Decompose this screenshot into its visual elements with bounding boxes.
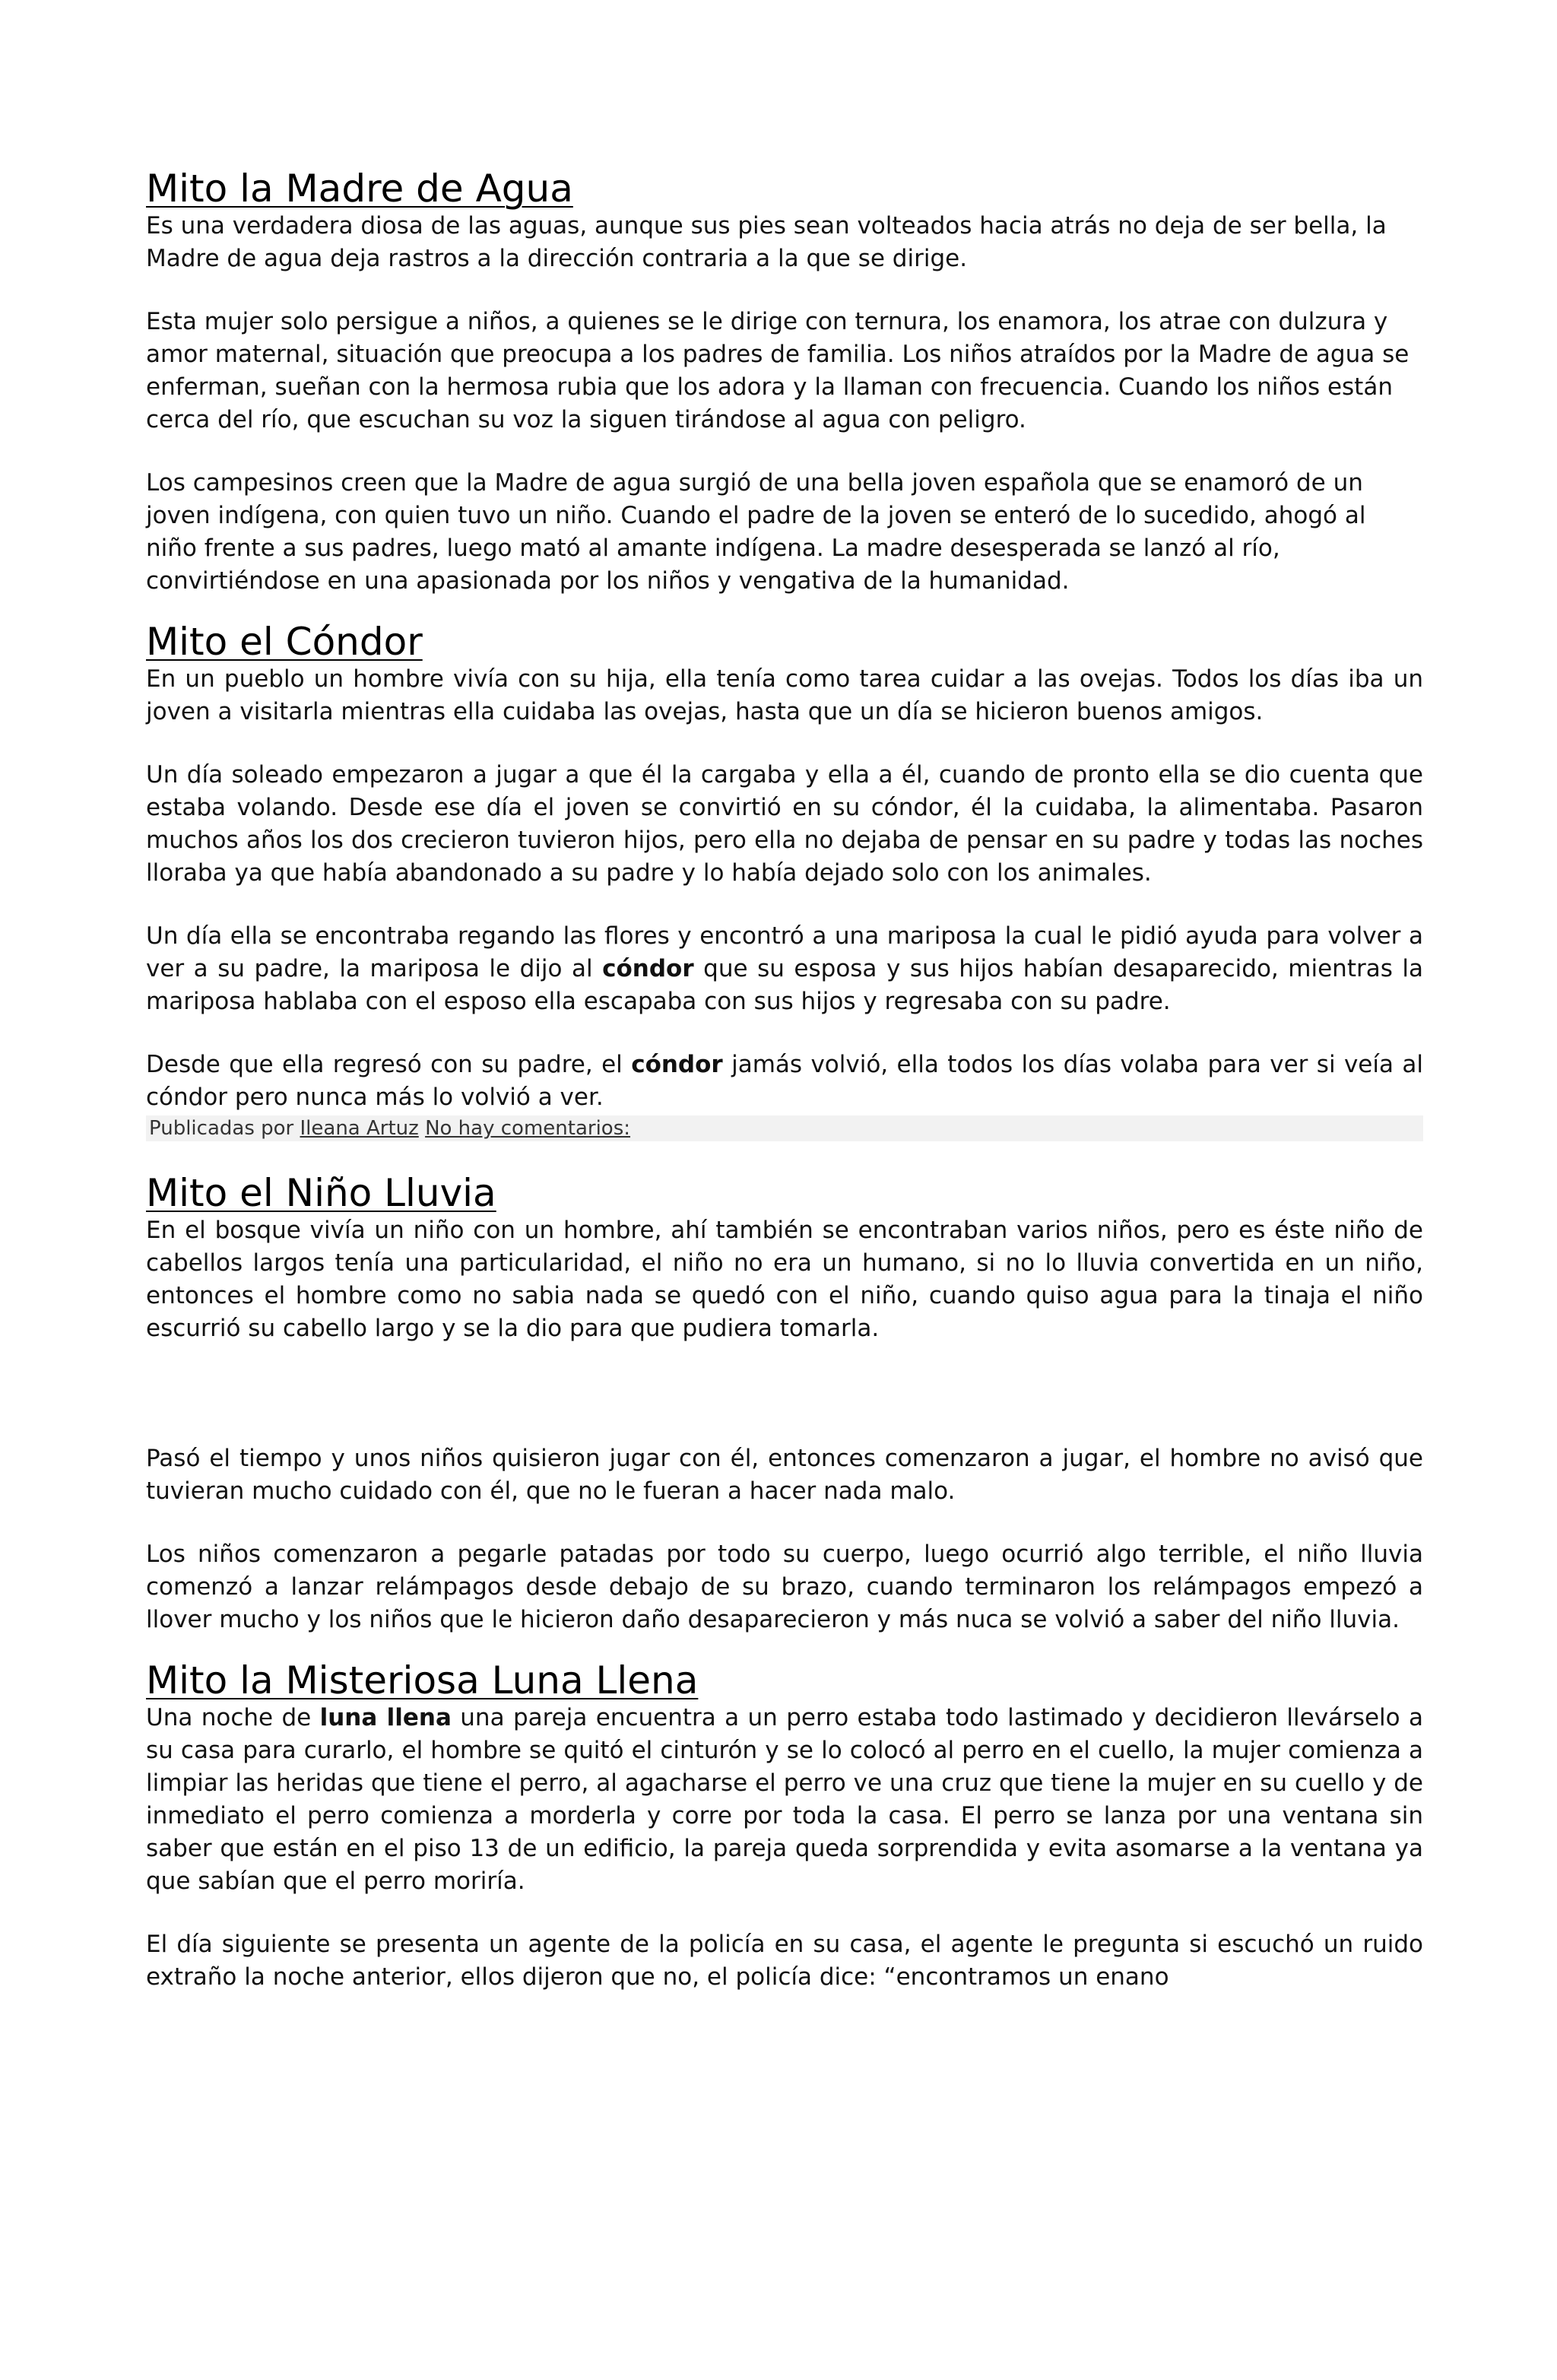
bold-text: luna llena [319, 1704, 452, 1731]
paragraph: En un pueblo un hombre vivía con su hija, ella tenía como tarea cuidar a las ovejas. Todos los días iba un joven a visitarla mientras ella cuidaba las ovejas, hasta que un día se hicieron buenos amigos. [146, 665, 1423, 725]
paragraph: El día siguiente se presenta un agente de la policía en su casa, el agente le pregunta si escuchó un ruido extraño la noche anterior, ellos dijeron que no, el policía dice: “encontramos un enano [146, 1931, 1423, 1991]
bold-text: cóndor [602, 955, 694, 982]
paragraph: Pasó el tiempo y unos niños quisieron jugar con él, entonces comenzaron a jugar, el hombre no avisó que tuvieran mucho cuidado con él, que no le fueran a hacer nada malo. [146, 1445, 1423, 1505]
paragraph: Un día soleado empezaron a jugar a que él la cargaba y ella a él, cuando de pronto ella se dio cuenta que estaba volando. Desde ese día el joven se convirtió en su cóndor, él la cuidaba, la alimentaba. Pasaron muchos años los dos crecieron tuvieron hijos, pero ella no dejaba de pensar en su padre y todas las noches lloraba ya que había abandonado a su padre y lo había dejado solo con los animales. [146, 761, 1423, 887]
text-run: una pareja encuentra a un perro estaba todo lastimado y decidieron llevárselo a su casa para curarlo, el hombre se quitó el cinturón y se lo colocó al perro en el cuello, la mujer comienza a limpiar las heridas que tiene el perro, al agacharse el perro ve una cruz que tiene la mujer en su cuello y de inmediato el perro comienza a morderla y corre por toda la casa. El perro se lanza por una ventana sin saber que están en el piso 13 de un edificio, la pareja queda sorprendida y evita asomarse a la ventana ya que sabían que el perro moriría. [146, 1704, 1423, 1895]
comments-link[interactable]: No hay comentarios: [425, 1117, 631, 1140]
text-run: que su esposa y sus hijos habían desaparecido, mientras la mariposa hablaba con el esposo ella escapaba con sus hijos y regresaba con su padre. [146, 955, 1423, 1015]
section-title: Mito la Madre de Agua [146, 167, 573, 211]
section-title: Mito el Cóndor [146, 620, 423, 664]
bold-text: cóndor [631, 1051, 723, 1078]
paragraph: En el bosque vivía un niño con un hombre, ahí también se encontraban varios niños, pero es éste niño de cabellos largos tenía una particularidad, el niño no era un humano, si no lo lluvia convertida en un niño, entonces el hombre como no sabia nada se quedó con el niño, cuando quiso agua para la tinaja el niño escurrió su cabello largo y se la dio para que pudiera tomarla. [146, 1217, 1423, 1342]
byline-prefix: Publicadas por [149, 1117, 294, 1140]
author-link[interactable]: Ileana Artuz [300, 1117, 419, 1140]
paragraph: Esta mujer solo persigue a niños, a quienes se le dirige con ternura, los enamora, los atrae con dulzura y amor maternal, situación que preocupa a los padres de familia. Los niños atraídos por la Madre de agua se enferman, sueñan con la hermosa rubia que los adora y la llaman con frecuencia. Cuando los niños están cerca del río, que escuchan su voz la siguen tirándose al agua con peligro. [146, 308, 1410, 433]
paragraph: Los campesinos creen que la Madre de agua surgió de una bella joven española que se enamoró de un joven indígena, con quien tuvo un niño. Cuando el padre de la joven se enteró de lo sucedido, ahogó al niño frente a sus padres, luego mató al amante indígena. La madre desesperada se lanzó al río, convirtiéndose en una apasionada por los niños y vengativa de la humanidad. [146, 469, 1366, 595]
paragraph [146, 1702, 1423, 1898]
text-run: Una noche de [146, 1704, 320, 1731]
section-condor [146, 620, 1423, 1141]
section-title: Mito el Niño Lluvia [146, 1171, 496, 1215]
document-page [146, 167, 1423, 2021]
text-run: jamás volvió, ella todos los días volaba para ver si veía al cóndor pero nunca más lo volvió a ver. [146, 1051, 1423, 1111]
section-nino-lluvia [146, 1172, 1423, 1636]
post-byline [146, 1115, 1423, 1141]
text-run: Desde que ella regresó con su padre, el [146, 1051, 632, 1078]
section-madre-de-agua [146, 167, 1423, 598]
paragraph: Los niños comenzaron a pegarle patadas por todo su cuerpo, luego ocurrió algo terrible, el niño lluvia comenzó a lanzar relámpagos desde debajo de su brazo, cuando terminaron los relámpagos empezó a llover mucho y los niños que le hicieron daño desaparecieron y más nuca se volvió a saber del niño lluvia. [146, 1541, 1423, 1633]
paragraph: Es una verdadera diosa de las aguas, aunque sus pies sean volteados hacia atrás no deja de ser bella, la Madre de agua deja rastros a la dirección contraria a la que se dirige. [146, 212, 1387, 272]
text-run: Un día ella se encontraba regando las flores y encontró a una mariposa la cual le pidió ayuda para volver a ver a su padre, la mariposa le dijo al [146, 922, 1423, 982]
section-luna-llena [146, 1659, 1423, 1994]
paragraph [146, 920, 1423, 1018]
section-title: Mito la Misteriosa Luna Llena [146, 1658, 699, 1702]
paragraph [146, 1049, 1423, 1114]
blank-space [146, 1345, 1423, 1442]
